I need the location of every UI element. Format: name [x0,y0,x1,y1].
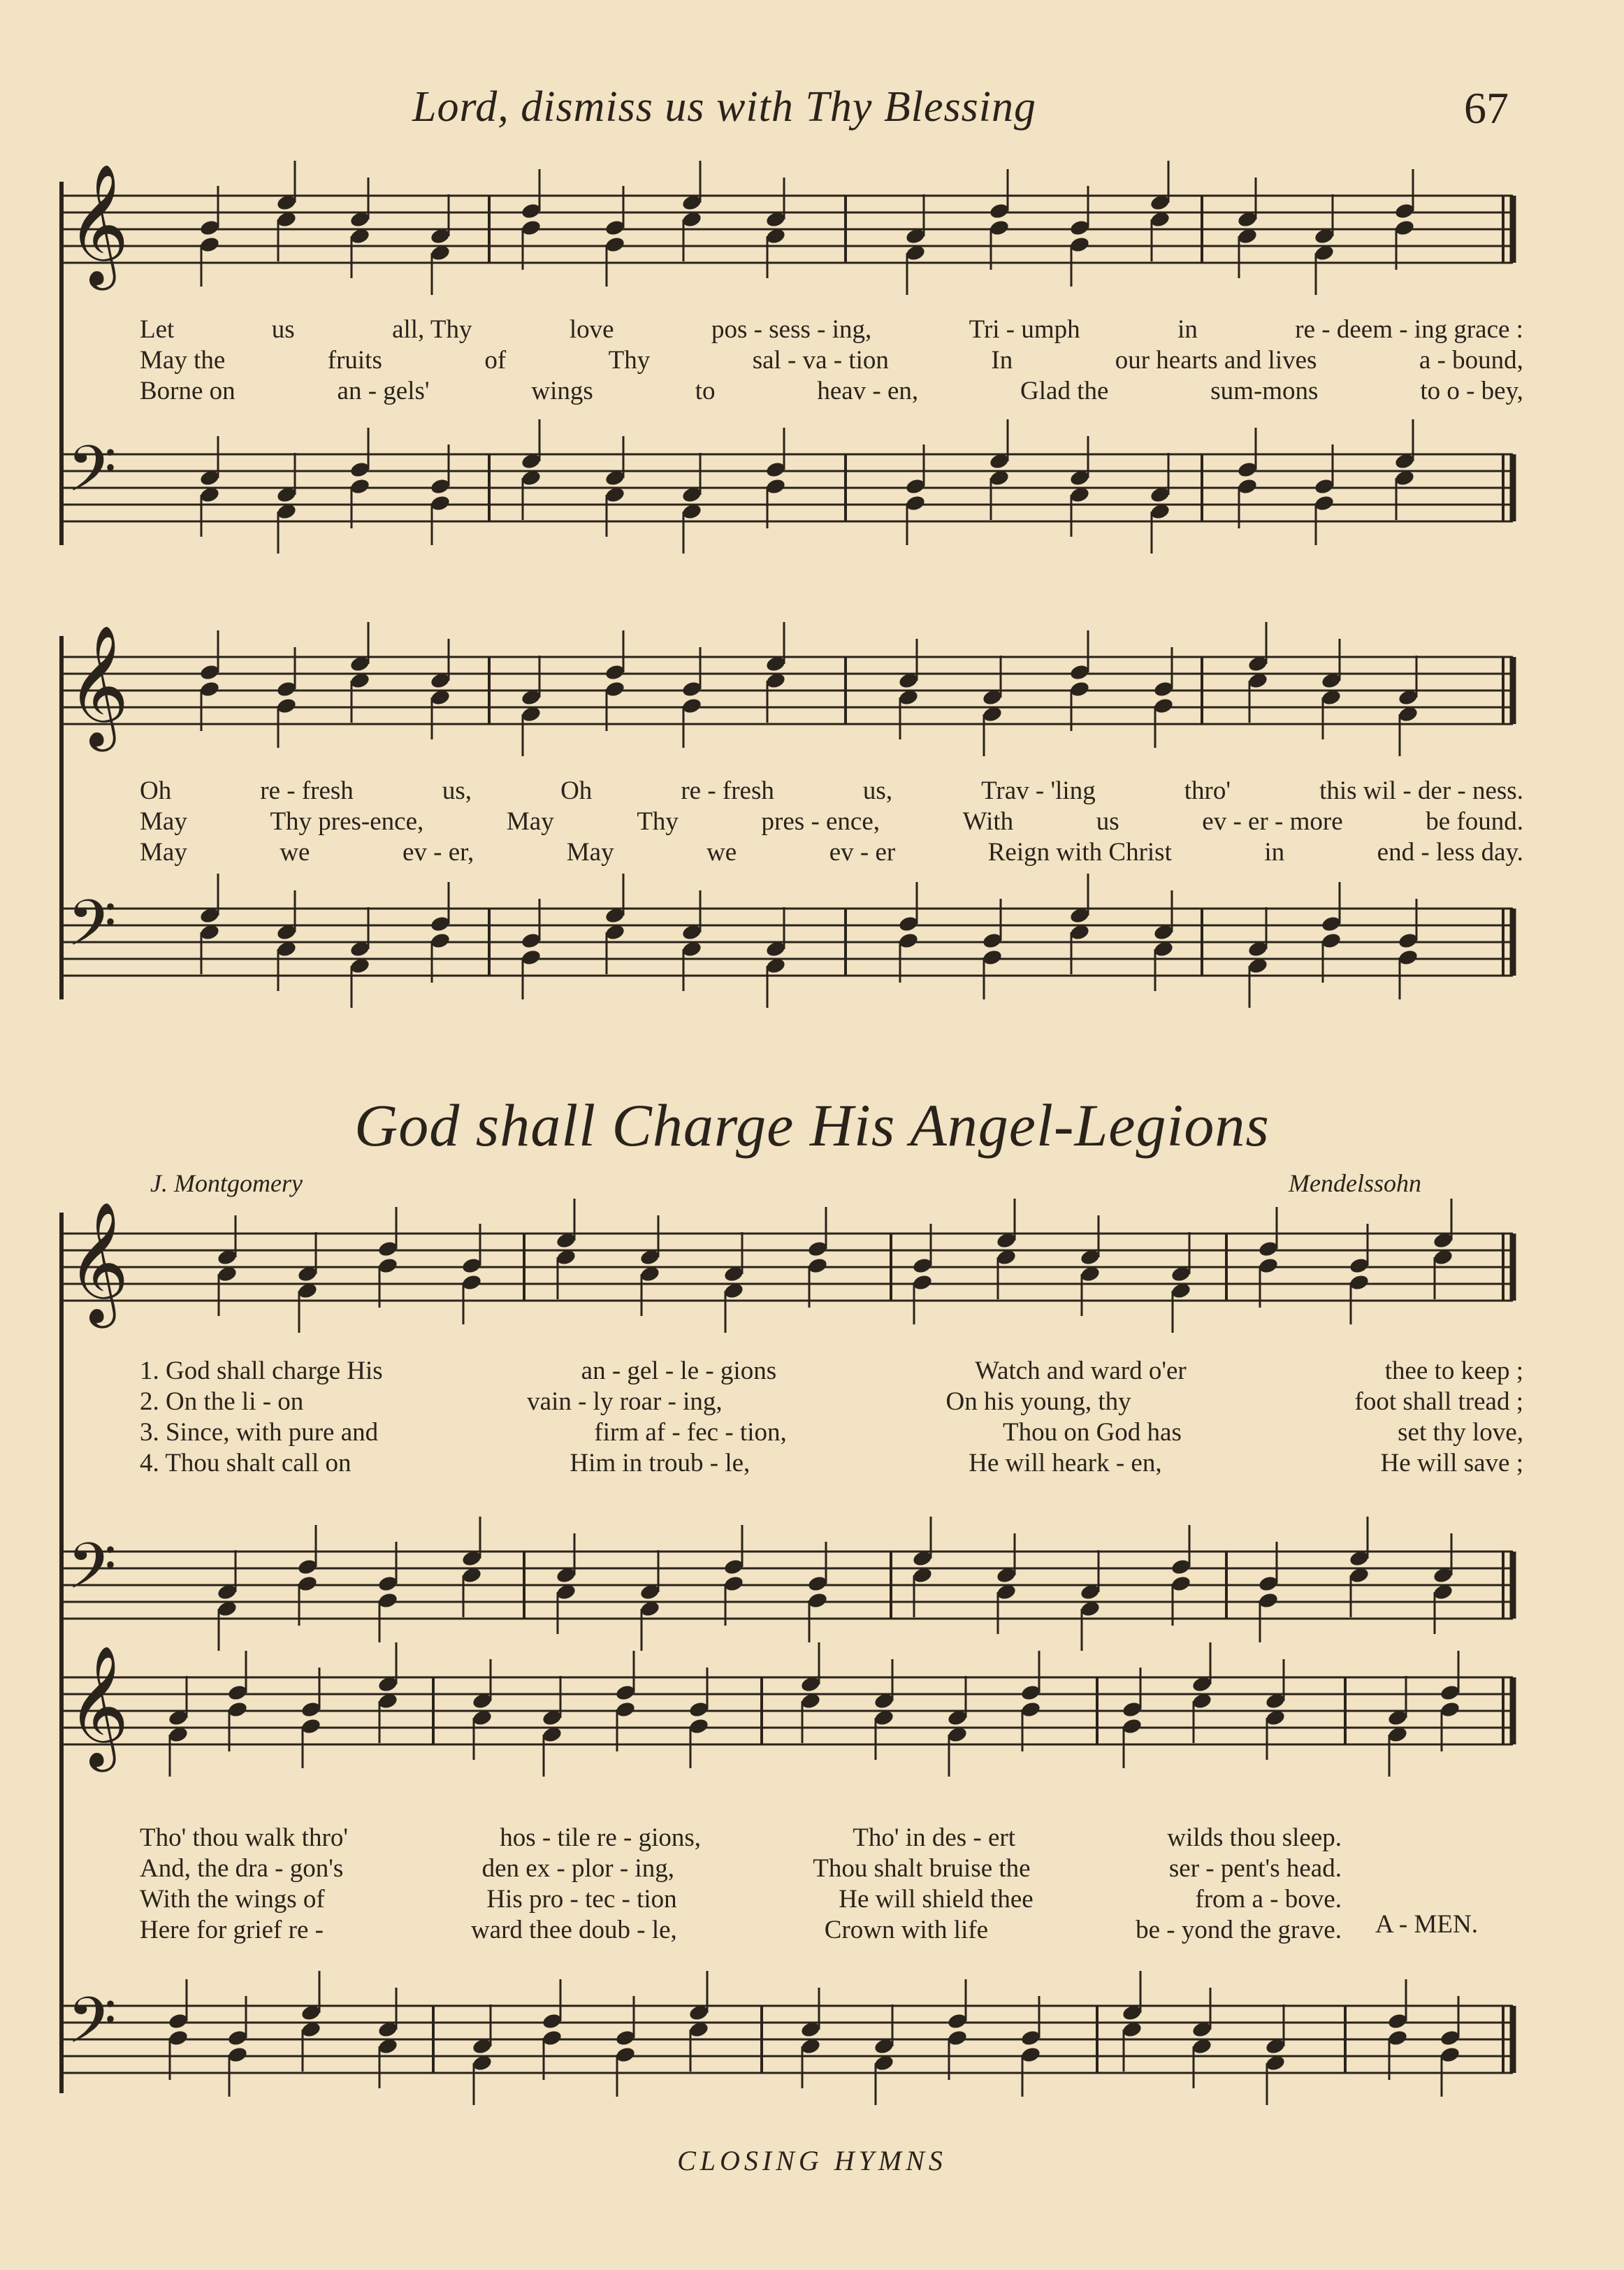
hymn2-system1-lyrics [140,1356,1523,1479]
lyric-syllable: from a - bove. [1195,1885,1342,1914]
lyric-syllable: May [506,807,554,836]
hymn2-system2-lyrics [140,1823,1342,1946]
lyric-syllable: re - deem - ing grace : [1295,315,1523,344]
lyric-syllable: Thou shalt bruise the [813,1854,1031,1883]
lyric-syllable: 4. Thou shalt call on [140,1449,351,1477]
lyric-syllable: all, Thy [392,315,472,344]
lyric-syllable: end - less day. [1377,838,1523,867]
lyric-syllable: to [695,377,716,405]
lyric-syllable: love [569,315,614,344]
lyric-syllable: our hearts and lives [1115,346,1317,375]
lyric-line [140,1448,1523,1479]
lyric-syllable: sum-mons [1210,377,1319,405]
lyric-syllable: 1. God shall charge His [140,1357,383,1385]
lyric-syllable: an - gel - le - gions [581,1357,777,1385]
lyric-syllable: Thou on God has [1002,1418,1182,1447]
lyric-syllable: us [271,315,295,344]
lyric-syllable: re - fresh [260,776,354,805]
lyric-syllable: 3. Since, with pure and [140,1418,379,1447]
lyric-syllable: Watch and ward o'er [975,1357,1187,1385]
lyric-syllable: He will save ; [1380,1449,1523,1477]
lyric-syllable: hos - tile re - gions, [500,1823,701,1852]
lyric-syllable: in [1177,315,1198,344]
lyric-syllable: foot shall tread ; [1354,1387,1523,1416]
lyric-syllable: Borne on [140,377,235,405]
lyric-syllable: Thy pres-ence, [270,807,424,836]
bass-clef-icon: 𝄢 [67,886,117,976]
bass-clef-icon: 𝄢 [67,1529,117,1619]
lyric-syllable: us [1096,807,1119,836]
lyric-syllable: in [1264,838,1285,867]
lyric-syllable: Reign with Christ [987,838,1172,867]
lyric-syllable: an - gels' [337,377,430,405]
author-credit: J. Montgomery [150,1169,303,1197]
lyric-syllable: pres - ence, [761,807,880,836]
lyric-line [140,345,1523,376]
lyric-syllable: heav - en, [817,377,919,405]
lyric-line [140,315,1523,345]
lyric-syllable: Crown with life [824,1916,989,1944]
lyric-syllable: ev - er, [402,838,474,867]
lyric-line [140,1356,1523,1387]
treble-clef-icon: 𝄞 [67,1645,129,1767]
lyric-syllable: wilds thou sleep. [1167,1823,1342,1852]
treble-clef-icon: 𝄞 [67,164,129,285]
lyric-line [140,1387,1523,1417]
lyric-syllable: we [706,838,737,867]
page-number: 67 [1464,83,1509,133]
hymn1-system2-lyrics [140,776,1523,868]
lyric-line [140,1823,1342,1853]
lyric-syllable: be - yond the grave. [1136,1916,1342,1944]
lyric-syllable: Tho' in des - ert [853,1823,1015,1852]
hymn-title: God shall Charge His Angel-Legions [354,1092,1270,1159]
lyric-syllable: Tho' thou walk thro' [140,1823,348,1852]
lyric-syllable: May [140,838,187,867]
lyric-syllable: wings [531,377,593,405]
amen: A - MEN. [1375,1910,1478,1939]
lyric-syllable: Glad the [1020,377,1109,405]
lyric-syllable: vain - ly roar - ing, [527,1387,723,1416]
lyric-syllable: Tri - umph [969,315,1080,344]
lyric-syllable: And, the dra - gon's [140,1854,344,1883]
hymn1-system1-lyrics [140,315,1523,407]
lyric-syllable: May the [140,346,226,375]
lyric-syllable: ser - pent's head. [1168,1854,1342,1883]
lyric-syllable: He will shield thee [839,1885,1034,1914]
lyric-syllable: fruits [327,346,382,375]
lyric-syllable: Thy [637,807,679,836]
lyric-syllable: Thy [608,346,651,375]
lyric-syllable: us, [442,776,472,805]
lyric-syllable: pos - sess - ing, [711,315,872,344]
lyric-syllable: thee to keep ; [1384,1357,1523,1385]
lyric-line [140,376,1523,407]
lyric-syllable: us, [862,776,893,805]
lyric-line [140,1853,1342,1884]
lyric-syllable: He will heark - en, [969,1449,1162,1477]
lyric-line [140,776,1523,807]
treble-clef-icon: 𝄞 [67,625,129,746]
lyric-line [140,1417,1523,1448]
lyric-syllable: re - fresh [681,776,774,805]
lyric-syllable: Him in troub - le, [570,1449,751,1477]
running-title: Lord, dismiss us with Thy Blessing [412,83,1036,131]
lyric-syllable: den ex - plor - ing, [481,1854,674,1883]
lyric-syllable: With [962,807,1014,836]
lyric-syllable: this wil - der - ness. [1319,776,1523,805]
treble-clef-icon: 𝄞 [67,1201,129,1323]
lyric-line [140,1884,1342,1915]
bass-clef-icon: 𝄢 [67,432,117,521]
lyric-syllable: be found. [1426,807,1523,836]
lyric-syllable: Oh [560,776,593,805]
lyric-syllable: On his young, thy [945,1387,1131,1416]
lyric-syllable: With the wings of [140,1885,325,1914]
composer-credit: Mendelssohn [1289,1169,1421,1197]
lyric-syllable: Let [140,315,175,344]
lyric-syllable: firm af - fec - tion, [594,1418,787,1447]
lyric-syllable: Here for grief re - [140,1916,324,1944]
lyric-syllable: Trav - 'ling [981,776,1096,805]
lyric-syllable: sal - va - tion [752,346,889,375]
lyric-line [140,1915,1342,1946]
lyric-syllable: we [280,838,310,867]
lyric-syllable: Oh [140,776,172,805]
lyric-syllable: of [484,346,507,375]
bass-clef-icon: 𝄢 [67,1983,117,2073]
lyric-line [140,807,1523,837]
lyric-syllable: May [140,807,187,836]
lyric-syllable: ev - er - more [1202,807,1343,836]
lyric-syllable: In [991,346,1013,375]
lyric-syllable: to o - bey, [1420,377,1523,405]
lyric-syllable: 2. On the li - on [140,1387,304,1416]
lyric-syllable: His pro - tec - tion [486,1885,677,1914]
lyric-syllable: ward thee doub - le, [470,1916,677,1944]
lyric-line [140,837,1523,868]
lyric-syllable: ev - er [829,838,896,867]
lyric-syllable: a - bound, [1419,346,1523,375]
section-footer: CLOSING HYMNS [677,2145,947,2176]
lyric-syllable: set thy love, [1398,1418,1523,1447]
lyric-syllable: May [566,838,614,867]
lyric-syllable: thro' [1184,776,1231,805]
